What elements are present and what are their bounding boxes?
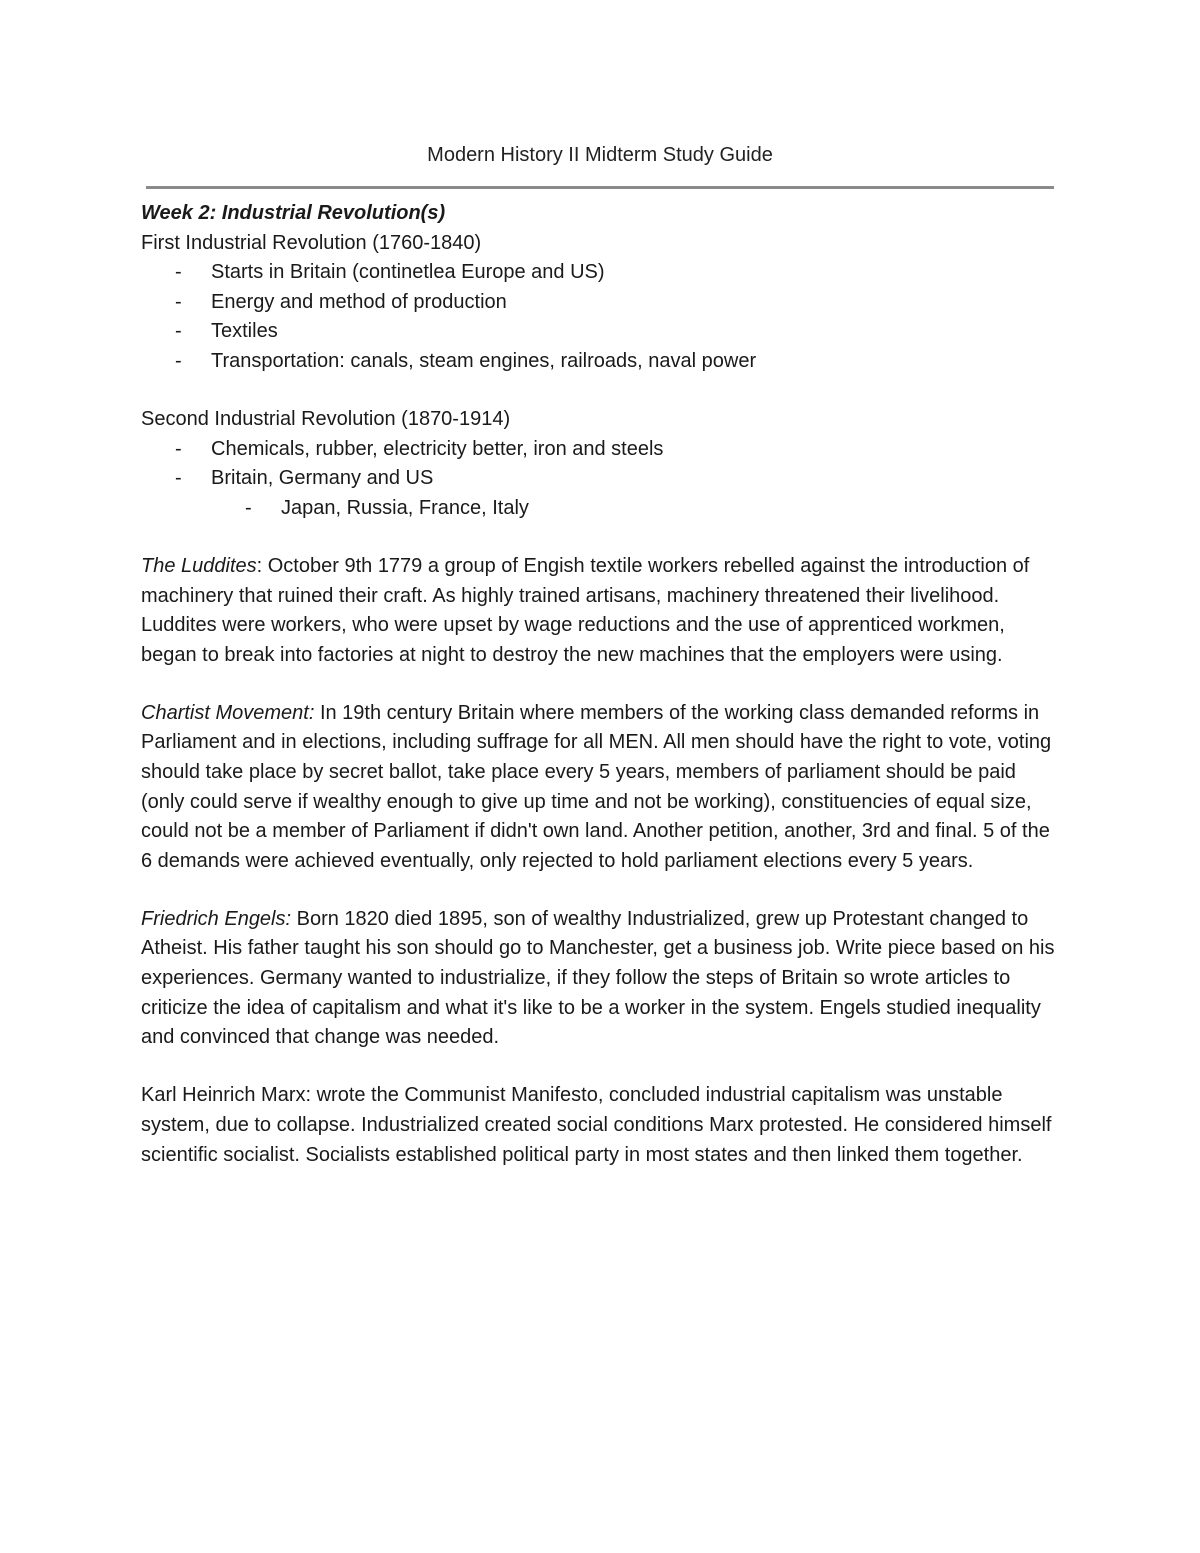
spacer (141, 377, 1061, 406)
document-body (141, 199, 1061, 1170)
marx-paragraph: Karl Heinrich Marx: wrote the Communist Manifesto, concluded industrial capitalism was unstable system, due to collapse. Industrialized created social conditions Marx protested. He considered himself scientific socialist. Socialists established political party in most states and then linked them together. (141, 1084, 1052, 1166)
list-item: - Textiles (141, 317, 1061, 347)
luddites-text: : October 9th 1779 a group of Engish textile workers rebelled against the introduction of machinery that ruined their craft. As highly trained artisans, machinery threatened their livelihood. Luddites were workers, who were upset by wage reductions and the use of apprenticed workmen, began to break into factories at night to destroy the new machines that the employers were using. (141, 554, 1030, 666)
chartist-term: Chartist Movement: (141, 701, 315, 724)
sub-list-item: - Japan, Russia, France, Italy (141, 494, 1061, 524)
spacer (141, 876, 1061, 905)
list-item: - Transportation: canals, steam engines, railroads, naval power (141, 347, 1061, 377)
spacer (141, 1053, 1061, 1082)
week-heading: Week 2: Industrial Revolution(s) (141, 202, 446, 224)
first-revolution-list (141, 258, 1061, 376)
list-item: - Britain, Germany and US (141, 464, 1061, 494)
chartist-paragraph (141, 699, 1061, 877)
engels-term: Friedrich Engels: (141, 907, 292, 930)
second-revolution-heading: Second Industrial Revolution (1870-1914) (141, 408, 511, 431)
list-item: - Chemicals, rubber, electricity better, iron and steels (141, 435, 1061, 465)
luddites-paragraph (141, 552, 1061, 670)
luddites-term: The Luddites (141, 554, 257, 577)
document-title: Modern History II Midterm Study Guide (427, 144, 773, 166)
list-item: - Energy and method of production (141, 288, 1061, 318)
engels-paragraph (141, 905, 1061, 1053)
first-revolution-heading: First Industrial Revolution (1760-1840) (141, 231, 482, 254)
spacer (141, 523, 1061, 552)
list-item: - Starts in Britain (continetlea Europe and US) (141, 258, 1061, 288)
title-divider (146, 186, 1054, 189)
engels-text: Born 1820 died 1895, son of wealthy Industrialized, grew up Protestant changed to Atheist. His father taught his son should go to Manchester, get a business job. Write piece based on his experiences. Germany wanted to industrialize, if they follow the steps of Britain so wrote articles to criticize the idea of capitalism and what it's like to be a worker in the system. Engels studied inequality and convinced that change was needed. (141, 907, 1055, 1049)
chartist-text: In 19th century Britain where members of the working class demanded reforms in Parliament and in elections, including suffrage for all MEN. All men should have the right to vote, voting should take place by secret ballot, take place every 5 years, members of parliament should be paid (only could serve if wealthy enough to give up time and not be working), constituencies of equal size, could not be a member of Parliament if didn't own land. Another petition, another, 3rd and final. 5 of the 6 demands were achieved eventually, only rejected to hold parliament elections every 5 years. (141, 701, 1052, 872)
spacer (141, 670, 1061, 699)
second-revolution-list (141, 435, 1061, 524)
